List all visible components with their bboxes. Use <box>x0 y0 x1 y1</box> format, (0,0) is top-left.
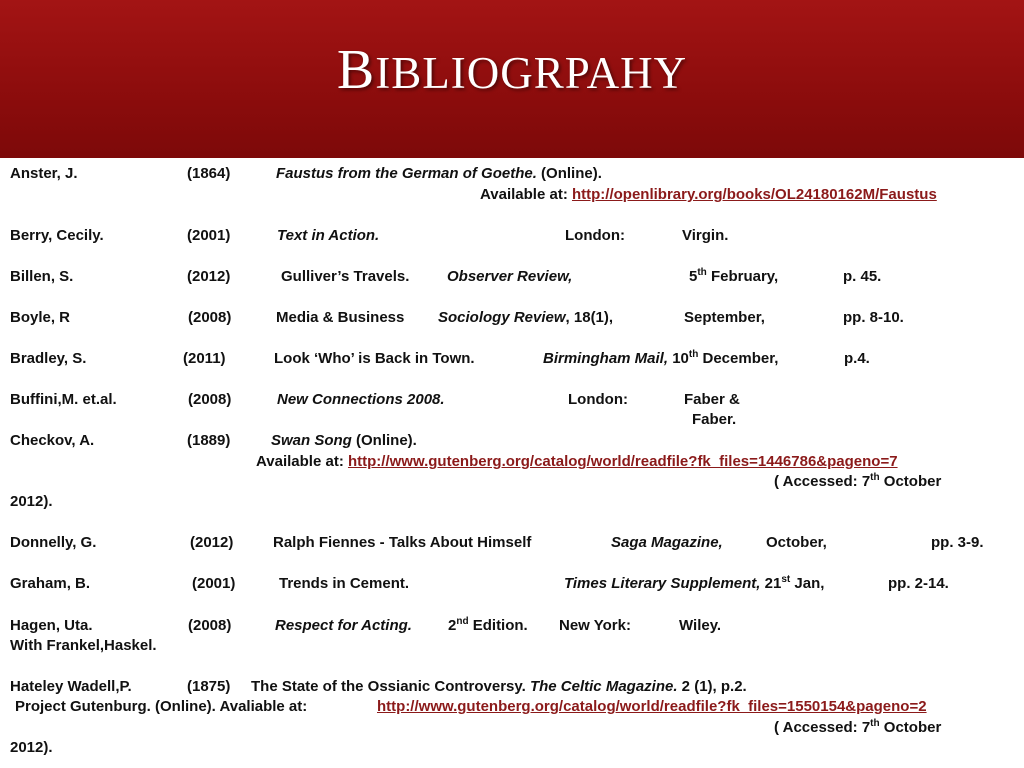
text-run: October <box>879 719 942 736</box>
text-run: Berry, Cecily. <box>10 227 104 244</box>
text-run: October, <box>766 534 827 551</box>
bib-text <box>10 678 132 696</box>
text-run: Donnelly, G. <box>10 534 97 551</box>
text-run: Faber & <box>684 391 740 408</box>
text-run: Edition. <box>468 617 528 634</box>
text-run: p. 45. <box>843 268 882 285</box>
title-banner <box>0 0 1024 158</box>
bib-text <box>10 617 93 635</box>
text-run: 2 <box>448 617 457 634</box>
bib-text <box>187 432 230 450</box>
ordinal-suffix: nd <box>456 616 469 627</box>
bib-text <box>187 165 230 183</box>
bib-text <box>281 268 409 286</box>
text-run: Virgin. <box>682 227 729 244</box>
text-run: (2001) <box>187 227 231 244</box>
bib-text <box>10 227 104 245</box>
bib-text <box>684 309 765 327</box>
text-run: Jan, <box>790 575 825 592</box>
text-run: (2001) <box>192 575 236 592</box>
bib-text <box>256 453 898 471</box>
text-run: 10 <box>668 350 689 367</box>
bib-text <box>774 473 941 491</box>
bib-text <box>273 534 531 552</box>
text-run: December, <box>698 350 779 367</box>
bib-text <box>10 391 117 409</box>
bib-text <box>183 350 226 368</box>
bib-text <box>10 165 78 183</box>
bib-text <box>10 268 73 286</box>
italic-title: Times Literary Supplement, <box>564 575 761 592</box>
text-run: Boyle, R <box>10 309 71 326</box>
italic-title: New Connections 2008. <box>277 391 445 408</box>
bib-text <box>276 165 602 183</box>
text-run: ( Accessed: 7 <box>774 473 871 490</box>
reference-link[interactable]: http://www.gutenberg.org/catalog/world/readfile?fk_files=1550154&pageno=2 <box>377 698 927 715</box>
text-run: Billen, S. <box>10 268 74 285</box>
bib-text <box>271 432 417 450</box>
bib-text <box>568 391 628 409</box>
bib-text <box>276 309 404 327</box>
bib-text <box>843 268 881 286</box>
italic-title: Respect for Acting. <box>275 617 412 634</box>
ordinal-suffix: th <box>697 267 707 278</box>
bib-text <box>10 350 86 368</box>
bib-text <box>274 350 475 368</box>
bib-text <box>10 432 94 450</box>
text-run: (2008) <box>188 391 232 408</box>
bib-text <box>843 309 904 327</box>
text-run: (2008) <box>188 309 232 326</box>
bib-text <box>10 575 90 593</box>
bib-text <box>188 391 231 409</box>
bib-text <box>766 534 827 552</box>
bib-text <box>15 698 307 716</box>
text-run: Media & Business <box>276 309 405 326</box>
bib-text <box>679 617 721 635</box>
text-run: October <box>879 473 942 490</box>
bib-text <box>377 698 927 716</box>
bib-text <box>10 493 53 511</box>
bib-text <box>10 534 96 552</box>
text-run: (2012) <box>190 534 234 551</box>
text-run: 5 <box>689 268 698 285</box>
bib-text <box>689 268 778 286</box>
text-run: New York: <box>559 617 631 634</box>
bib-text <box>543 350 778 368</box>
text-run: Graham, B. <box>10 575 91 592</box>
text-run: 2012). <box>10 493 53 510</box>
bib-text <box>10 309 70 327</box>
text-run: Bradley, S. <box>10 350 87 367</box>
text-run: London: <box>565 227 625 244</box>
bib-text <box>275 617 412 635</box>
text-run: (1889) <box>187 432 231 449</box>
bib-text <box>188 617 231 635</box>
text-run: Available at: <box>256 453 348 470</box>
text-run: Hateley Wadell,P. <box>10 678 132 695</box>
bib-text <box>279 575 409 593</box>
text-run: London: <box>568 391 628 408</box>
bib-text <box>438 309 613 327</box>
text-run: (Online). <box>351 432 417 449</box>
bib-text <box>448 617 528 635</box>
bib-text <box>10 739 53 757</box>
text-run: Faber. <box>692 411 737 428</box>
text-run: pp. 8-10. <box>843 309 904 326</box>
text-run: (1864) <box>187 165 231 182</box>
text-run: Available at: <box>480 186 572 203</box>
italic-title: Text in Action. <box>277 227 380 244</box>
text-run: ( Accessed: 7 <box>774 719 871 736</box>
bib-text <box>188 309 231 327</box>
bib-text <box>187 268 230 286</box>
bib-text <box>187 678 230 696</box>
text-run: pp. 3-9. <box>931 534 984 551</box>
text-run: 2 (1), p.2. <box>677 678 747 695</box>
ordinal-suffix: th <box>870 472 880 483</box>
text-run: With Frankel,Haskel. <box>10 637 157 654</box>
italic-title: Saga Magazine, <box>611 534 723 551</box>
text-run: , 18(1), <box>565 309 614 326</box>
italic-title: The Celtic Magazine. <box>529 678 678 695</box>
text-run: Hagen, Uta. <box>10 617 93 634</box>
bib-text <box>564 575 824 593</box>
bib-text <box>277 391 445 409</box>
text-run: Checkov, A. <box>10 432 95 449</box>
text-run: Gulliver’s Travels. <box>281 268 410 285</box>
bib-text <box>187 227 230 245</box>
bib-text <box>10 637 157 655</box>
bib-text <box>565 227 625 245</box>
reference-link[interactable]: http://openlibrary.org/books/OL24180162M/Faustus <box>571 186 937 203</box>
text-run: Look ‘Who’ is Back in Town. <box>274 350 475 367</box>
italic-title: Birmingham Mail, <box>543 350 669 367</box>
reference-link[interactable]: http://www.gutenberg.org/catalog/world/readfile?fk_files=1446786&pageno=7 <box>347 453 898 470</box>
bib-text <box>192 575 235 593</box>
slide-title: BIBLIOGRPAHY <box>336 39 688 101</box>
text-run: Trends in Cement. <box>279 575 410 592</box>
text-run: September, <box>684 309 765 326</box>
ordinal-suffix: th <box>688 349 699 360</box>
bib-text <box>559 617 631 635</box>
italic-title: Faustus from the German of Goethe. <box>276 165 537 182</box>
text-run: Anster, J. <box>10 165 78 182</box>
bib-text <box>190 534 233 552</box>
bib-text <box>277 227 379 245</box>
bib-text <box>931 534 984 552</box>
text-run: Project Gutenburg. (Online). Avaliable at: <box>15 698 308 715</box>
bib-text <box>684 391 740 409</box>
text-run: p.4. <box>844 350 870 367</box>
bib-text <box>251 678 747 696</box>
bib-text <box>844 350 870 368</box>
text-run: (2008) <box>188 617 232 634</box>
text-run: (2011) <box>183 350 226 367</box>
text-run: 2012). <box>10 739 53 756</box>
text-run: The State of the Ossianic Controversy. <box>251 678 530 695</box>
text-run: (Online). <box>536 165 602 182</box>
bib-text <box>447 268 572 286</box>
italic-title: Swan Song <box>271 432 352 449</box>
bib-text <box>774 719 941 737</box>
text-run: February, <box>706 268 779 285</box>
text-run: 21 <box>760 575 782 592</box>
text-run: (2012) <box>187 268 231 285</box>
text-run: pp. 2-14. <box>888 575 949 592</box>
text-run: Ralph Fiennes - Talks About Himself <box>273 534 532 551</box>
bib-text <box>480 186 937 204</box>
text-run: (1875) <box>187 678 231 695</box>
text-run: Wiley. <box>679 617 722 634</box>
ordinal-suffix: st <box>781 574 791 585</box>
bib-text <box>611 534 723 552</box>
bib-text <box>692 411 736 429</box>
italic-title: Sociology Review <box>438 309 566 326</box>
italic-title: Observer Review, <box>447 268 573 285</box>
ordinal-suffix: th <box>870 718 880 729</box>
text-run: Buffini,M. et.al. <box>10 391 117 408</box>
bib-text <box>888 575 949 593</box>
bib-text <box>682 227 728 245</box>
